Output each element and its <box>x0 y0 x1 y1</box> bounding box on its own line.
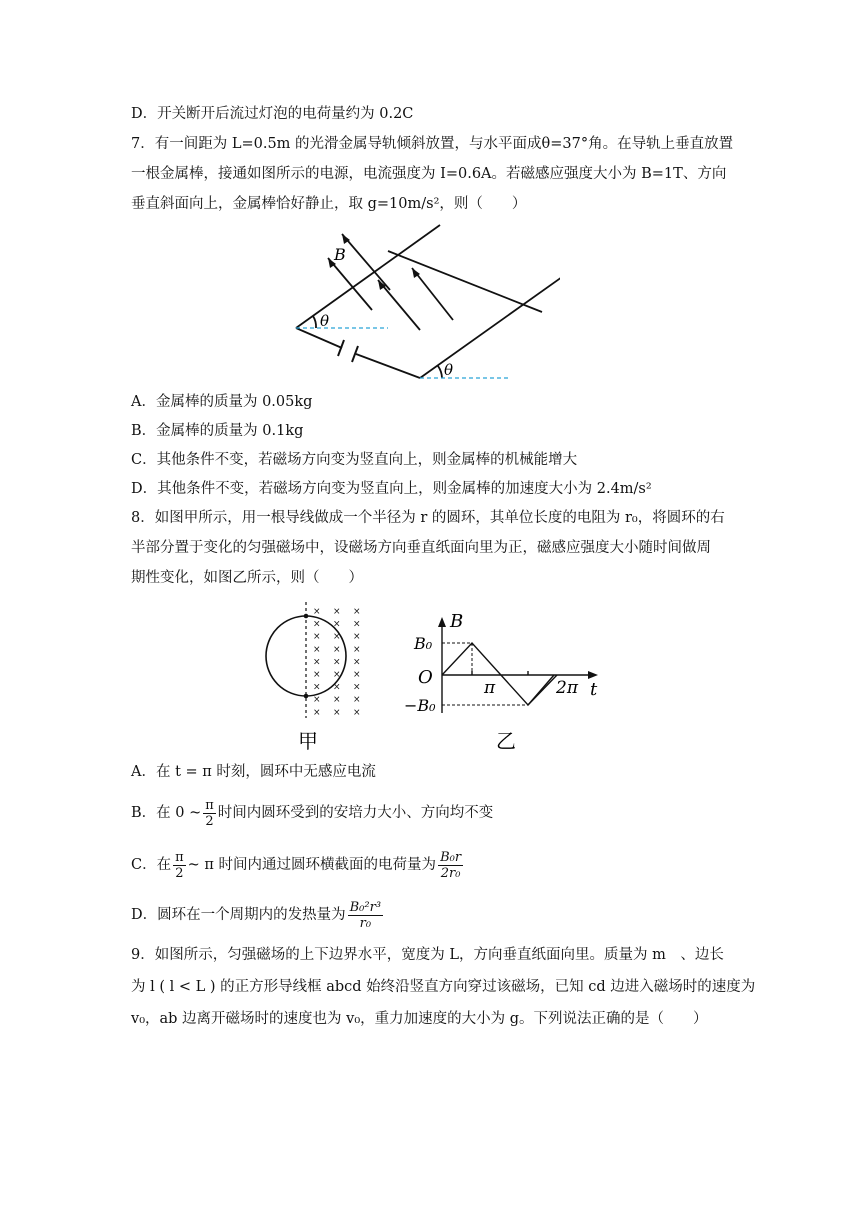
q7-label-b: B <box>334 245 346 264</box>
frac-pi-over-2: $\frac{\pi}{2}$ <box>175 849 184 881</box>
field-x-mark: × <box>333 695 341 706</box>
field-x-mark: × <box>333 707 341 718</box>
graph-b0: B₀ <box>414 634 433 653</box>
frac-pi-over-2: $\frac{\pi}{2}$ <box>205 797 214 829</box>
field-x-mark: × <box>333 619 341 630</box>
field-x-mark: × <box>353 682 361 693</box>
q8-option-d: D．圆环在一个周期内的发热量为 $\frac{\text{B₀²r³}}{\text{r₀}}$ <box>131 899 382 931</box>
graph-two-pi: 2π <box>556 678 578 698</box>
q9-stem-line2: 为 l ( l < L ) 的正方形导线框 abcd 始终沿竖直方向穿过该磁场，已知 cd 边进入磁场时的速度为 <box>131 979 756 995</box>
field-x-mark: × <box>333 632 341 643</box>
graph-origin: O <box>418 667 433 688</box>
field-x-mark: × <box>333 644 341 655</box>
field-x-mark: × <box>333 682 341 693</box>
q7-label-theta-2: θ <box>444 361 454 379</box>
q7-option-d: D．其他条件不变，若磁场方向变为竖直向上，则金属棒的加速度大小为 2.4m/s² <box>131 481 652 497</box>
field-x-mark: × <box>313 644 321 655</box>
graph-pi: π <box>484 678 496 698</box>
field-x-mark: × <box>353 670 361 680</box>
q8-fig-yi-label: 乙 <box>496 729 516 753</box>
field-x-mark: × <box>353 607 361 617</box>
field-x-mark: × <box>333 670 341 680</box>
field-x-mark: × <box>313 707 321 718</box>
field-x-mark: × <box>353 619 361 630</box>
q7-stem-line1: 7．有一间距为 L=0.5m 的光滑金属导轨倾斜放置，与水平面成θ=37°角。在导轨上垂直放置 <box>131 136 734 152</box>
q8-ring-figure <box>258 600 368 755</box>
field-x-mark: × <box>313 619 321 630</box>
q8-option-a: A．在 t = π 时刻，圆环中无感应电流 <box>131 764 376 780</box>
field-x-mark: × <box>313 682 321 693</box>
field-x-mark: × <box>313 657 321 668</box>
field-x-mark: × <box>353 657 361 668</box>
q8-stem-line2: 半部分置于变化的匀强磁场中，设磁场方向垂直纸面向里为正，磁感应强度大小随时间做周 <box>131 540 711 556</box>
field-x-mark: × <box>313 695 321 706</box>
q7-option-c: C．其他条件不变，若磁场方向变为竖直向上，则金属棒的机械能增大 <box>131 452 578 468</box>
graph-neg-b0: −B₀ <box>404 696 436 715</box>
frac-answer-d: $\frac{\text{B₀²r³}}{\text{r₀}}$ <box>349 899 382 931</box>
field-x-mark: × <box>353 632 361 643</box>
field-x-mark: × <box>333 607 341 617</box>
field-x-mark: × <box>353 644 361 655</box>
frac-answer-c: $\frac{\text{B₀r}}{\text{2r₀}}$ <box>440 849 462 881</box>
field-x-mark: × <box>313 632 321 643</box>
field-x-mark: × <box>333 657 341 668</box>
q7-stem-line2: 一根金属棒，接通如图所示的电源，电流强度为 I=0.6A。若磁感应强度大小为 B=1T、方向 <box>131 166 727 182</box>
q8-stem-line3: 期性变化，如图乙所示，则（ ） <box>131 570 363 586</box>
q7-label-theta-1: θ <box>320 312 330 330</box>
q7-option-a: A．金属棒的质量为 0.05kg <box>131 394 313 410</box>
q7-incline-figure <box>280 220 560 385</box>
graph-y-label: B <box>450 611 464 632</box>
field-x-mark: × <box>313 607 321 617</box>
q8-stem-line1: 8．如图甲所示，用一根导线做成一个半径为 r 的圆环，其单位长度的电阻为 r₀，将圆环的右 <box>131 510 725 526</box>
field-x-mark: × <box>313 670 321 680</box>
q7-stem-line3: 垂直斜面向上，金属棒恰好静止，取 g=10m/s²，则（ ） <box>131 196 527 212</box>
q8-option-c: C．在 $\frac{\pi}{2}$ ~ π 时间内通过圆环横截面的电荷量为 $\frac{\text{B₀r}}{\text{2r₀}}$ <box>131 849 462 881</box>
field-x-mark: × <box>353 707 361 718</box>
graph-x-label: t <box>590 679 598 700</box>
q8-graph-figure <box>400 605 605 755</box>
q7-option-b: B．金属棒的质量为 0.1kg <box>131 423 304 439</box>
q9-stem-line1: 9．如图所示，匀强磁场的上下边界水平，宽度为 L，方向垂直纸面向里。质量为 m 、边长 <box>131 947 724 963</box>
q9-stem-line3: v₀，ab 边离开磁场时的速度也为 v₀，重力加速度的大小为 g。下列说法正确的是（ ） <box>131 1011 708 1027</box>
q8-fig-jia-label: 甲 <box>298 729 318 753</box>
q8-option-b: B．在 0 ~ $\frac{\pi}{2}$ 时间内圆环受到的安培力大小、方向均不变 <box>131 797 494 829</box>
field-x-mark: × <box>353 695 361 706</box>
q6-option-d: D．开关断开后流过灯泡的电荷量约为 0.2C <box>131 106 414 122</box>
